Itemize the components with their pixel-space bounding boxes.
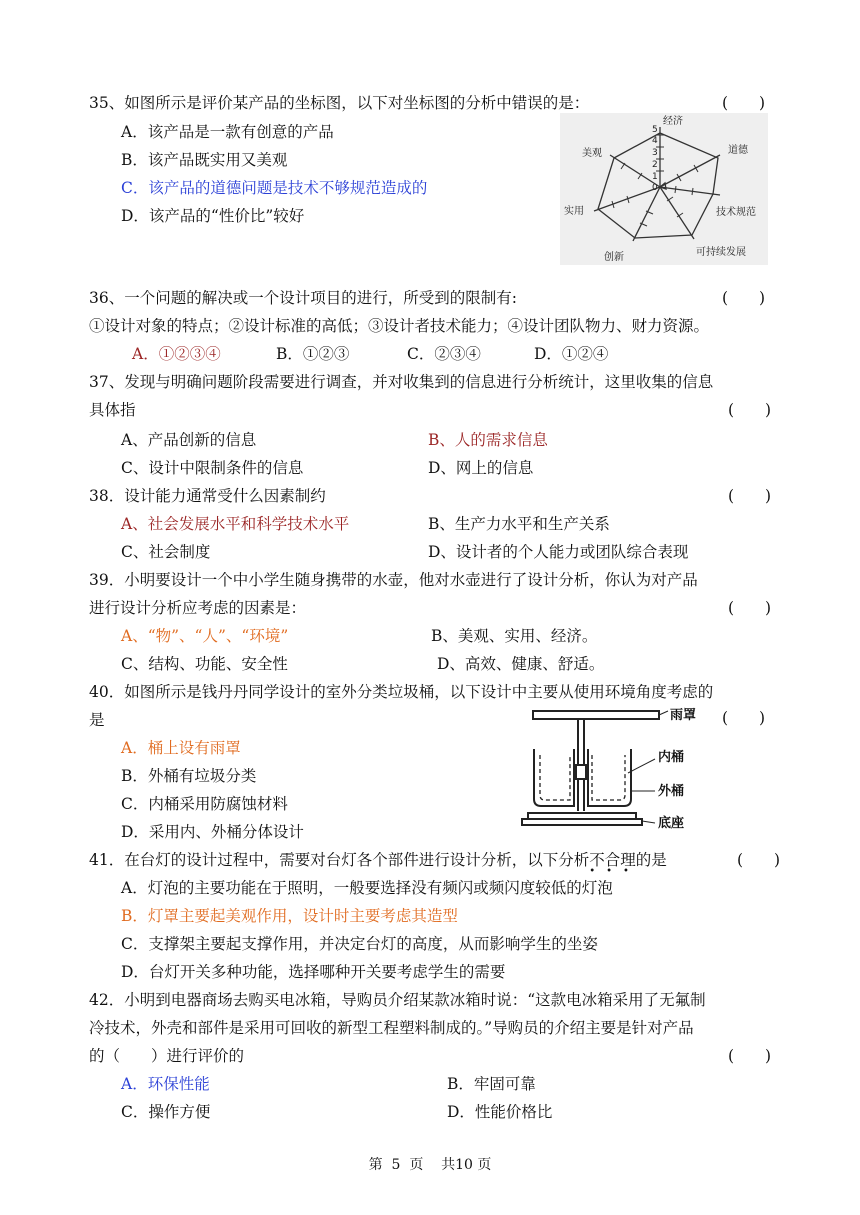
q40-option-b: B．外桶有垃圾分类 xyxy=(121,767,257,785)
q38-option-c: C、社会制度 xyxy=(121,543,211,561)
q39-option-d: D、高效、健康、舒适。 xyxy=(437,655,605,673)
q38-option-b: B、生产力水平和生产关系 xyxy=(428,515,610,533)
radar-label-practical: 实用 xyxy=(564,206,584,217)
q40-answer-paren: ( ) xyxy=(722,709,766,727)
q42-stem-cont: 冷技术，外壳和部件是采用可回收的新型工程塑料制成的。”导购员的介绍主要是针对产品 xyxy=(89,1019,694,1037)
q35-stem: 35、如图所示是评价某产品的坐标图，以下对坐标图的分析中错误的是： xyxy=(89,94,590,112)
page-footer: 第 5 页 共10 页 xyxy=(368,1157,492,1173)
q38-stem: 38．设计能力通常受什么因素制约 xyxy=(89,487,326,505)
q40-stem: 40．如图所示是钱丹丹同学设计的室外分类垃圾桶，以下设计中主要从使用环境角度考虑的 xyxy=(89,683,714,701)
q35-answer-paren: ( ) xyxy=(722,94,766,112)
q35-option-a: A．该产品是一款有创意的产品 xyxy=(121,123,334,141)
q40-trash-bin-figure xyxy=(520,703,720,833)
radar-tick-3: 3 xyxy=(652,148,658,158)
q36-option-d: D．①②④ xyxy=(534,345,609,363)
radar-tick-5: 5 xyxy=(652,125,658,135)
q40-option-c: C．内桶采用防腐蚀材料 xyxy=(121,795,288,813)
q36-option-b: B．①②③ xyxy=(276,345,350,363)
q39-option-b: B、美观、实用、经济。 xyxy=(431,627,598,645)
bin-label-rain-cover: 雨罩 xyxy=(670,708,697,723)
q35-option-d: D．该产品的“性价比”较好 xyxy=(121,207,305,225)
radar-label-ethics: 道德 xyxy=(728,145,748,156)
bin-label-outer-bin: 外桶 xyxy=(658,784,685,799)
q37-option-c: C、设计中限制条件的信息 xyxy=(121,459,304,477)
q35-radar-figure xyxy=(560,113,768,265)
q42-answer-paren: ( ) xyxy=(728,1047,772,1065)
q36-stem: 36、一个问题的解决或一个设计项目的进行，所受到的限制有: xyxy=(89,289,517,307)
radar-label-economy: 经济 xyxy=(663,116,683,127)
bin-label-base: 底座 xyxy=(658,816,685,831)
radar-label-sustainability: 可持续发展 xyxy=(696,247,746,258)
q36-constraints: ①设计对象的特点；②设计标准的高低；③设计者技术能力；④设计团队物力、财力资源。 xyxy=(89,317,710,335)
radar-label-tech-standard: 技术规范 xyxy=(716,207,756,218)
q40-stem-cont: 是 xyxy=(89,711,105,729)
q36-answer-paren: ( ) xyxy=(722,289,766,307)
q42-option-a: A．环保性能 xyxy=(121,1075,210,1093)
q42-option-b: B．牢固可靠 xyxy=(447,1075,536,1093)
radar-label-aesthetics: 美观 xyxy=(582,148,602,159)
radar-tick-0: 0 xyxy=(652,183,658,193)
q41-emphasis: 不合理 ••• xyxy=(589,851,640,877)
q41-answer-paren: ( ) xyxy=(737,851,781,869)
q40-option-a: A．桶上设有雨罩 xyxy=(121,739,241,757)
q41-option-d: D．台灯开关多种功能，选择哪种开关要考虑学生的需要 xyxy=(121,963,506,981)
radar-tick-4: 4 xyxy=(652,136,658,146)
q39-answer-paren: ( ) xyxy=(728,599,772,617)
q37-stem-cont: 具体指 xyxy=(89,401,136,419)
q40-option-d: D．采用内、外桶分体设计 xyxy=(121,823,304,841)
q42-stem-cont2: 的（ ）进行评价的 xyxy=(89,1047,245,1065)
q41-option-c: C．支撑架主要起支撑作用，并决定台灯的高度，从而影响学生的坐姿 xyxy=(121,935,598,953)
q37-answer-paren: ( ) xyxy=(728,401,772,419)
q37-option-d: D、网上的信息 xyxy=(428,459,534,477)
q36-option-c: C．②③④ xyxy=(407,345,481,363)
q37-option-b: B、人的需求信息 xyxy=(428,431,548,449)
q38-option-d: D、设计者的个人能力或团队综合表现 xyxy=(428,543,689,561)
q39-stem: 39．小明要设计一个中小学生随身携带的水壶，他对水壶进行了设计分析，你认为对产品 xyxy=(89,571,698,589)
radar-label-innovation: 创新 xyxy=(604,252,624,263)
q41-stem: 41．在台灯的设计过程中，需要对台灯各个部件进行设计分析，以下分析不合理 ••• 的是 xyxy=(89,851,667,877)
q42-option-c: C．操作方便 xyxy=(121,1103,211,1121)
radar-tick-2: 2 xyxy=(652,160,658,170)
q37-option-a: A、产品创新的信息 xyxy=(121,431,257,449)
q38-answer-paren: ( ) xyxy=(728,487,772,505)
q39-stem-cont: 进行设计分析应考虑的因素是： xyxy=(89,599,307,617)
bin-label-inner-bin: 内桶 xyxy=(658,750,685,765)
q35-option-c: C．该产品的道德问题是技术不够规范造成的 xyxy=(121,179,428,197)
q39-option-a: A、“物”、“人”、“环境” xyxy=(121,627,289,645)
q36-option-a: A．①②③④ xyxy=(132,345,221,363)
q39-option-c: C、结构、功能、安全性 xyxy=(121,655,288,673)
q41-option-b: B．灯罩主要起美观作用，设计时主要考虑其造型 xyxy=(121,907,458,925)
q41-option-a: A．灯泡的主要功能在于照明，一般要选择没有频闪或频闪度较低的灯泡 xyxy=(121,879,613,897)
radar-tick-1: 1 xyxy=(652,172,658,182)
q42-option-d: D．性能价格比 xyxy=(447,1103,553,1121)
q38-option-a: A、社会发展水平和科学技术水平 xyxy=(121,515,350,533)
q35-option-b: B．该产品既实用又美观 xyxy=(121,151,288,169)
q37-stem: 37、发现与明确问题阶段需要进行调查，并对收集到的信息进行分析统计，这里收集的信息 xyxy=(89,373,714,391)
q42-stem: 42．小明到电器商场去购买电冰箱，导购员介绍某款冰箱时说：“这款电冰箱采用了无氟制 xyxy=(89,991,706,1009)
